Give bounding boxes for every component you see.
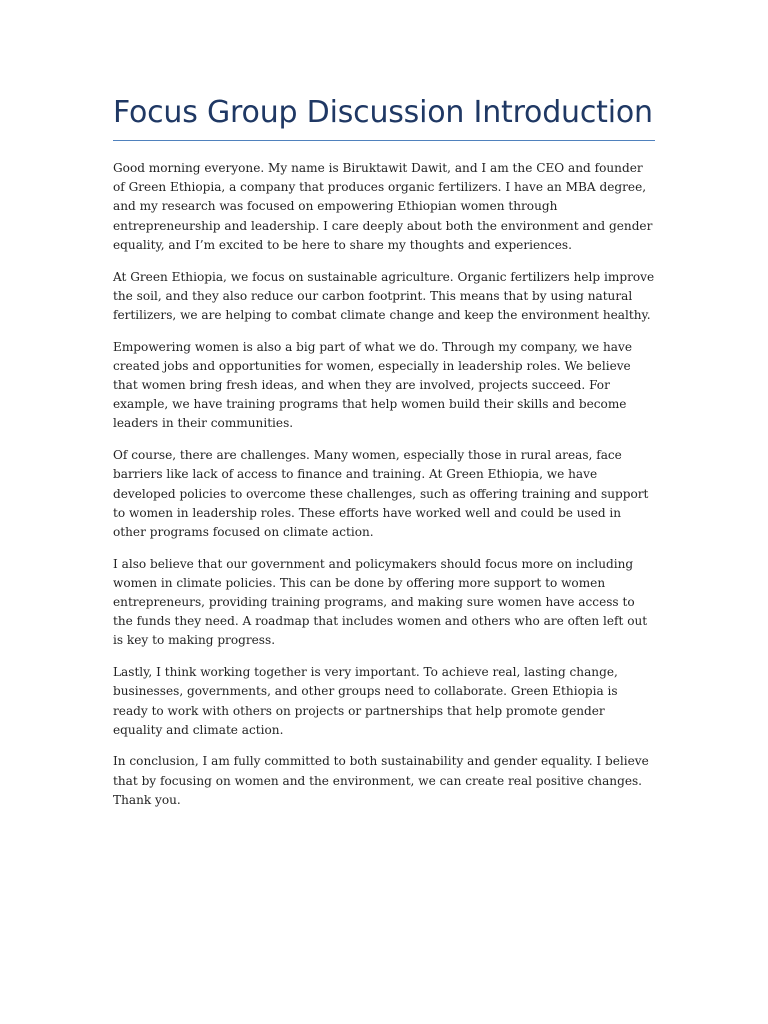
title-underline-rule	[113, 140, 655, 141]
paragraph-introduction: Good morning everyone. My name is Biruktawit Dawit, and I am the CEO and founder of Green Ethiopia, a company that produces organic fertilizers. I have an MBA degree, and my research was focused on empowering Ethiopian women through entrepreneurship and leadership. I care deeply about both the environment and gender equality, and I’m excited to be here to share my thoughts and experiences.	[113, 161, 653, 252]
paragraph-conclusion: In conclusion, I am fully committed to both sustainability and gender equality. I believe that by focusing on women and the environment, we can create real positive changes. Thank you.	[113, 754, 649, 807]
paragraph-policy: I also believe that our government and policymakers should focus more on including women in climate policies. This can be done by offering more support to women entrepreneurs, providing training programs, and making sure women have access to the funds they need. A roadmap that includes women and others who are often left out is key to making progress.	[113, 556, 648, 648]
paragraph-collaboration: Lastly, I think working together is very important. To achieve real, lasting change, businesses, governments, and other groups need to collaborate. Green Ethiopia is ready to work with others on projects or partnerships that help promote gender equality and climate action.	[113, 665, 618, 737]
paragraph-challenges: Of course, there are challenges. Many women, especially those in rural areas, face barriers like lack of access to finance and training. At Green Ethiopia, we have developed policies to overcome these challenges, such as offering training and support to women in leadership roles. These efforts have worked well and could be used in other programs focused on climate action.	[113, 448, 649, 539]
paragraph-sustainable-agriculture: At Green Ethiopia, we focus on sustainable agriculture. Organic fertilizers help improve the soil, and they also reduce our carbon footprint. This means that by using natural fertilizers, we are helping to combat climate change and keep the environment healthy.	[113, 269, 655, 322]
document-page	[113, 94, 655, 823]
document-title: Focus Group Discussion Introduction	[113, 95, 653, 130]
paragraph-empowering-women: Empowering women is also a big part of what we do. Through my company, we have created jobs and opportunities for women, especially in leadership roles. We believe that women bring fresh ideas, and when they are involved, projects succeed. For example, we have training programs that help women build their skills and become leaders in their communities.	[113, 339, 633, 431]
